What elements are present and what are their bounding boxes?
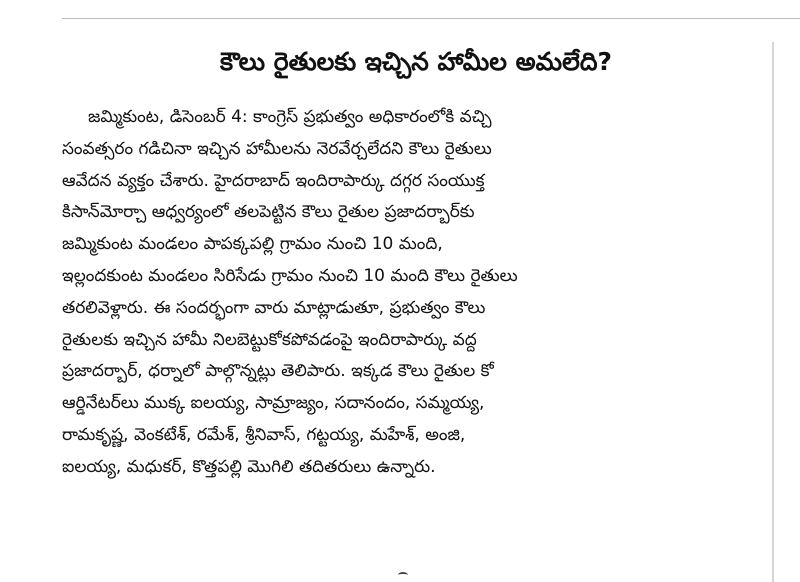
article-headline: కౌలు రైతులకు ఇచ్చిన హామీల అమలేది?	[220, 47, 612, 76]
body-line: ఐలయ్య, మధుకర్, కొత్తపల్లి మొగిలి తదితరులు ఉన్నారు.	[62, 456, 436, 477]
body-line: కిసాన్‌మోర్చా ఆధ్వర్యంలో తలపెట్టిన కౌలు రైతుల ప్రజాదర్బార్‌కు	[62, 202, 475, 223]
body-line: ఇల్లందకుంట మండలం సిరిసేడు గ్రామం నుంచి 10 మంది కౌలు రైతులు	[62, 265, 518, 286]
body-line: సంవత్సరం గడిచినా ఇచ్చిన హామీలను నెరవేర్చలేదని కౌలు రైతులు	[62, 138, 492, 159]
article-body	[62, 102, 762, 484]
body-line: ఆవేదన వ్యక్తం చేశారు. హైదరాబాద్ ఇందిరాపార్కు దగ్గర సంయుక్త	[62, 170, 485, 191]
body-line: తరలివెళ్లారు. ఈ సందర్భంగా వారు మాట్లాడుతూ, ప్రభుత్వం కౌలు	[62, 297, 486, 318]
body-line: రామకృష్ణ, వెంకటేశ్, రమేశ్, శ్రీనివాస్, గట్టయ్య, మహేశ్, అంజి,	[62, 424, 466, 445]
body-line: జమ్మికుంట, డిసెంబర్ 4: కాంగ్రెస్ ప్రభుత్వం అధికారంలోకి వచ్చి	[88, 107, 492, 127]
body-line: ఆర్డినేటర్‌లు ముక్క ఐలయ్య, సామ్రాజ్యం, సదానందం, సమ్మయ్య,	[62, 393, 485, 414]
next-article-edge	[398, 572, 408, 578]
top-divider	[62, 18, 800, 19]
column-divider	[772, 42, 774, 582]
body-line: రైతులకు ఇచ్చిన హామీ నిలబెట్టుకోకపోవడంపై ఇందిరాపార్కు వద్ద	[62, 329, 477, 350]
body-line: జమ్మికుంట మండలం పాపక్కపల్లి గ్రామం నుంచి 10 మంది,	[62, 234, 443, 255]
body-line: ప్రజాదర్బార్, ధర్నాలో పాల్గొన్నట్లు తెలిపారు. ఇక్కడ కౌలు రైతుల కో	[62, 361, 494, 382]
